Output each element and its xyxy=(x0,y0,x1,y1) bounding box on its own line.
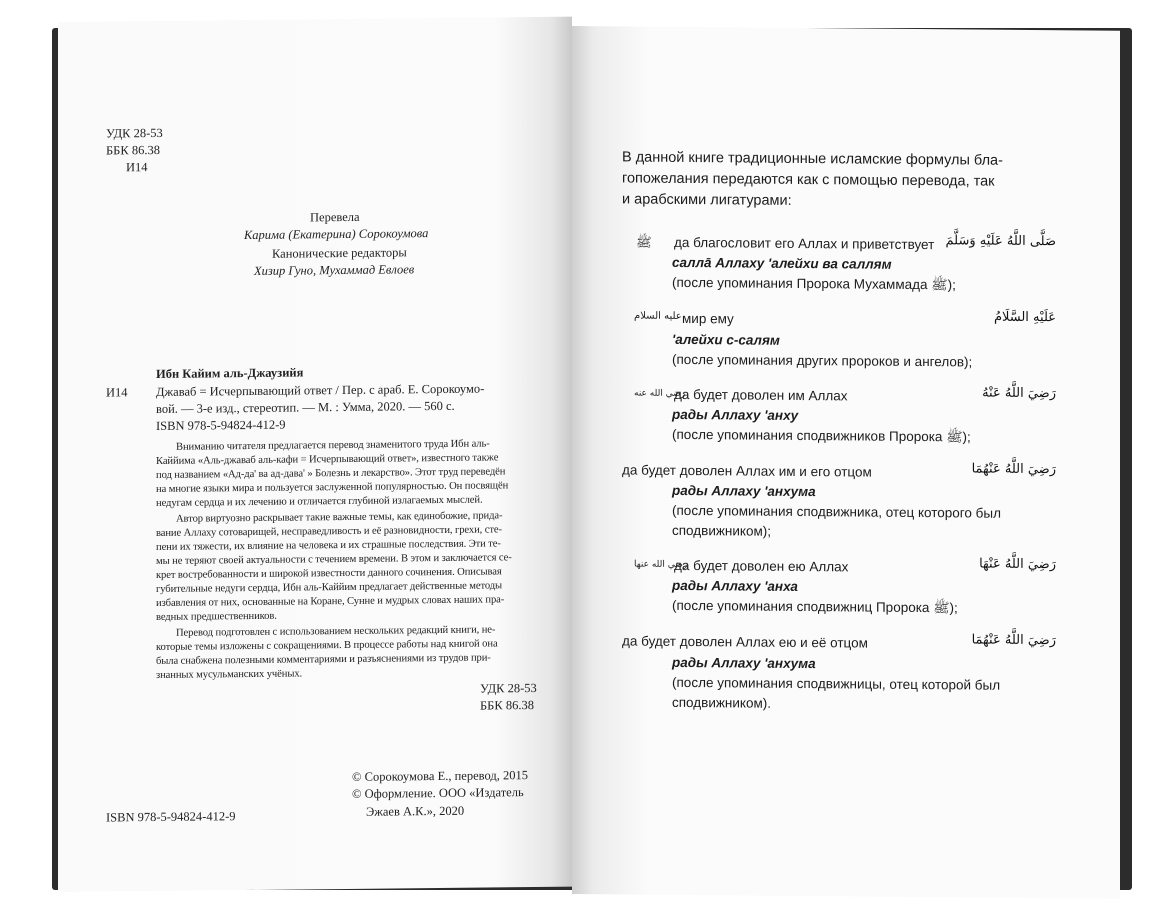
annotation-line: которые темы изложены с сокращениями. В процессе работы над книгой она xyxy=(156,638,498,653)
formula-arabic: عَلَيْهِ السَّلَامُ xyxy=(993,309,1056,326)
annotation-line: Каййима «Аль-джаваб аль-кафи = Исчерпывающий ответ», известного также xyxy=(156,452,499,467)
formula-arabic: رَضِيَ اللَّهُ عَنْهُمَا xyxy=(971,461,1056,478)
formula-transliteration: рады Аллаху 'анха xyxy=(672,577,798,594)
annotation-line: губительные недуги сердца, Ибн аль-Каййим предлагает действенные методы xyxy=(156,580,503,595)
copyright-publisher: Эжаев А.К.», 2020 xyxy=(366,803,465,819)
annotation-line: мы не теряют своей актуальности с течением времени. В этом и заключается се- xyxy=(156,552,512,567)
annotation-line: Перевод подготовлен с использованием нескольких редакций книги, не- xyxy=(176,624,496,639)
editors-names: Хизир Гуно, Мухаммад Евлоев xyxy=(254,262,415,278)
formula-translation: мир ему xyxy=(682,310,734,327)
udk-code: УДК 28-53 xyxy=(106,125,163,141)
annotation-line: Автор виртуозно раскрывает такие важные темы, как единобожие, прида- xyxy=(176,510,503,525)
catalog-isbn: ISBN 978-5-94824-412-9 xyxy=(156,417,286,433)
udk-code-bottom: УДК 28-53 xyxy=(480,680,537,696)
annotation-line: крет востребованности и широкой известности данного сочинения. Описывая xyxy=(156,566,502,581)
copyright-design: © Оформление. ООО «Издатель xyxy=(352,785,524,801)
formula-note: сподвижником); xyxy=(672,522,771,539)
left-page xyxy=(58,17,572,892)
intro-line: и арабскими лигатурами: xyxy=(622,191,792,209)
formula-transliteration: рады Аллаху 'анху xyxy=(672,406,799,423)
formula-translation: да благословит его Аллах и приветствует xyxy=(674,234,935,253)
annotation-line: под названием «Ад-да' ва ад-дава' » Болезнь и лекарство». Этот труд переведён xyxy=(156,466,506,481)
annotation-line: избавления от них, основанные на Коране, Сунне и мудрых словах наших пра- xyxy=(156,594,505,609)
translator-name: Карима (Екатерина) Сорокоумова xyxy=(244,226,429,243)
annotation-line: была снабжена полезными комментариями и разъяснениями из трудов при- xyxy=(156,652,491,667)
formula-note: (после упоминания сподвижников Пророка ﷺ); xyxy=(672,426,971,445)
intro-line: гопожелания передаются как с помощью перевода, так xyxy=(622,170,995,190)
formula-transliteration: 'алейхи с-салям xyxy=(672,331,780,348)
bbk-code: ББК 86.38 xyxy=(106,142,160,158)
formula-note: (после упоминания Пророка Мухаммада ﷺ); xyxy=(672,274,956,293)
catalog-code: И14 xyxy=(106,385,128,400)
salawat-ligature-icon: ﷺ xyxy=(636,235,652,251)
bbk-code-bottom: ББК 86.38 xyxy=(480,698,534,713)
formula-translation: да будет доволен им Аллах xyxy=(674,386,848,404)
annotation-line: Вниманию читателя предлагается перевод знаменитого труда Ибн аль- xyxy=(176,438,490,453)
radiyallahu-anha-ligature-icon: رضي الله عنها xyxy=(634,559,688,571)
annotation-line: знанных мусульманских учёных. xyxy=(156,668,303,681)
isbn-bottom: ISBN 978-5-94824-412-9 xyxy=(106,809,236,825)
alayhi-salam-ligature-icon: عليه السلام xyxy=(634,310,682,322)
annotation-line: недугам сердца и их лечению и отличается глубиной излагаемых мыслей. xyxy=(156,494,483,509)
formula-arabic: صَلَّى اللَّهُ عَلَيْهِ وَسَلَّمَ xyxy=(945,233,1056,250)
catalog-line: вой. — 3-е изд., стереотип. — М. : Умма, 2020. — 560 с. xyxy=(156,398,455,416)
formula-translation: да будет доволен Аллах ею и её отцом xyxy=(622,633,868,651)
intro-line: В данной книге традиционные исламские формулы бла- xyxy=(622,149,1003,169)
formula-translation: да будет доволен ею Аллах xyxy=(674,557,849,575)
formula-translation: да будет доволен Аллах им и его отцом xyxy=(622,462,872,480)
translated-by-label: Перевела xyxy=(310,209,360,225)
annotation-line: на многие языки мира и пользуется заслуженной популярностью. Он посвящён xyxy=(156,480,509,495)
radiyallahu-anhu-ligature-icon: رضي الله عنه xyxy=(634,388,686,399)
copyright-translation: © Сорокоумова Е., перевод, 2015 xyxy=(352,768,528,784)
formula-arabic: رَضِيَ اللَّهُ عَنْهُمَا xyxy=(971,632,1056,649)
formula-transliteration: саллā Аллаху 'алейхи ва саллям xyxy=(672,254,892,272)
formula-transliteration: рады Аллаху 'анхума xyxy=(672,482,816,500)
formula-note: (после упоминания сподвижника, отец которого был xyxy=(672,502,1001,521)
author-heading: Ибн Кайим аль-Джаузийя xyxy=(156,365,304,381)
formula-note: (после упоминания других пророков и ангелов); xyxy=(672,351,973,370)
author-mark-code: И14 xyxy=(126,160,148,175)
formula-arabic: رَضِيَ اللَّهُ عَنْهَا xyxy=(979,556,1056,573)
annotation-line: пени их тяжести, их влияние на человека и их страшные последствия. Эти те- xyxy=(156,538,501,553)
formula-transliteration: рады Аллаху 'анхума xyxy=(672,654,816,672)
editors-label: Канонические редакторы xyxy=(272,245,407,261)
formula-note: (после упоминания сподвижницы, отец которой был xyxy=(672,674,1001,693)
formula-arabic: رَضِيَ اللَّهُ عَنْهُ xyxy=(982,385,1056,402)
right-page xyxy=(572,26,1120,899)
annotation-line: ведных предшественников. xyxy=(156,610,277,623)
catalog-line: Джаваб = Исчерпывающий ответ / Пер. с араб. Е. Сорокоумо- xyxy=(156,381,485,399)
formula-note: сподвижником). xyxy=(672,694,771,711)
formula-note: (после упоминания сподвижниц Пророка ﷺ); xyxy=(672,597,958,616)
annotation-line: вание Аллаху сотоварищей, несправедливость и её разновидности, грехи, сте- xyxy=(156,524,502,539)
